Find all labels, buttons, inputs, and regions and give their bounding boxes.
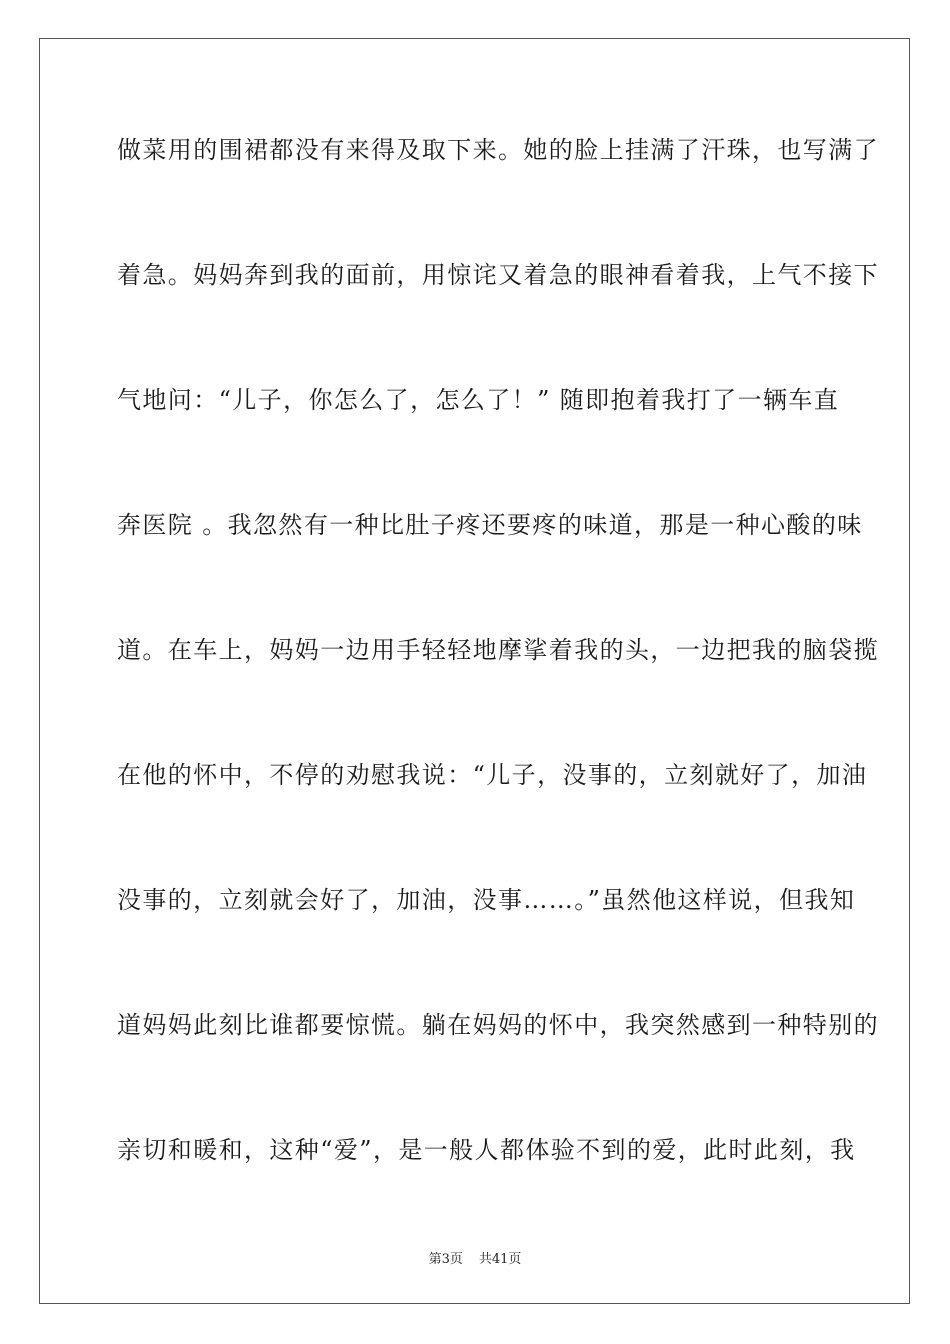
page-total: 共41页	[478, 1252, 522, 1267]
text-line: 气地问：“儿子，你怎么了，怎么了！” 随即抱着我打了一辆车直	[117, 386, 840, 414]
text-line: 着急。妈妈奔到我的面前，用惊诧又着急的眼神看着我，上气不接下	[117, 261, 879, 289]
text-line: 奔医院 。我忽然有一种比肚子疼还要疼的味道，那是一种心酸的味	[117, 511, 863, 539]
text-line: 道。在车上，妈妈一边用手轻轻地摩挲着我的头，一边把我的脑袋揽	[117, 636, 879, 664]
text-line: 做菜用的围裙都没有来得及取下来。她的脸上挂满了汗珠，也写满了	[117, 136, 879, 164]
text-line: 没事的，立刻就会好了，加油，没事……。”虽然他这样说，但我知	[117, 886, 856, 914]
text-line: 在他的怀中，不停的劝慰我说：“儿子，没事的，立刻就好了，加油	[117, 761, 868, 789]
page-footer	[0, 1248, 950, 1267]
page-number: 第3页	[428, 1252, 463, 1267]
text-line: 亲切和暖和，这种“爱”，是一般人都体验不到的爱，此时此刻，我	[117, 1136, 856, 1164]
document-body	[117, 128, 879, 1253]
text-line: 道妈妈此刻比谁都要惊慌。躺在妈妈的怀中，我突然感到一种特别的	[117, 1011, 879, 1039]
